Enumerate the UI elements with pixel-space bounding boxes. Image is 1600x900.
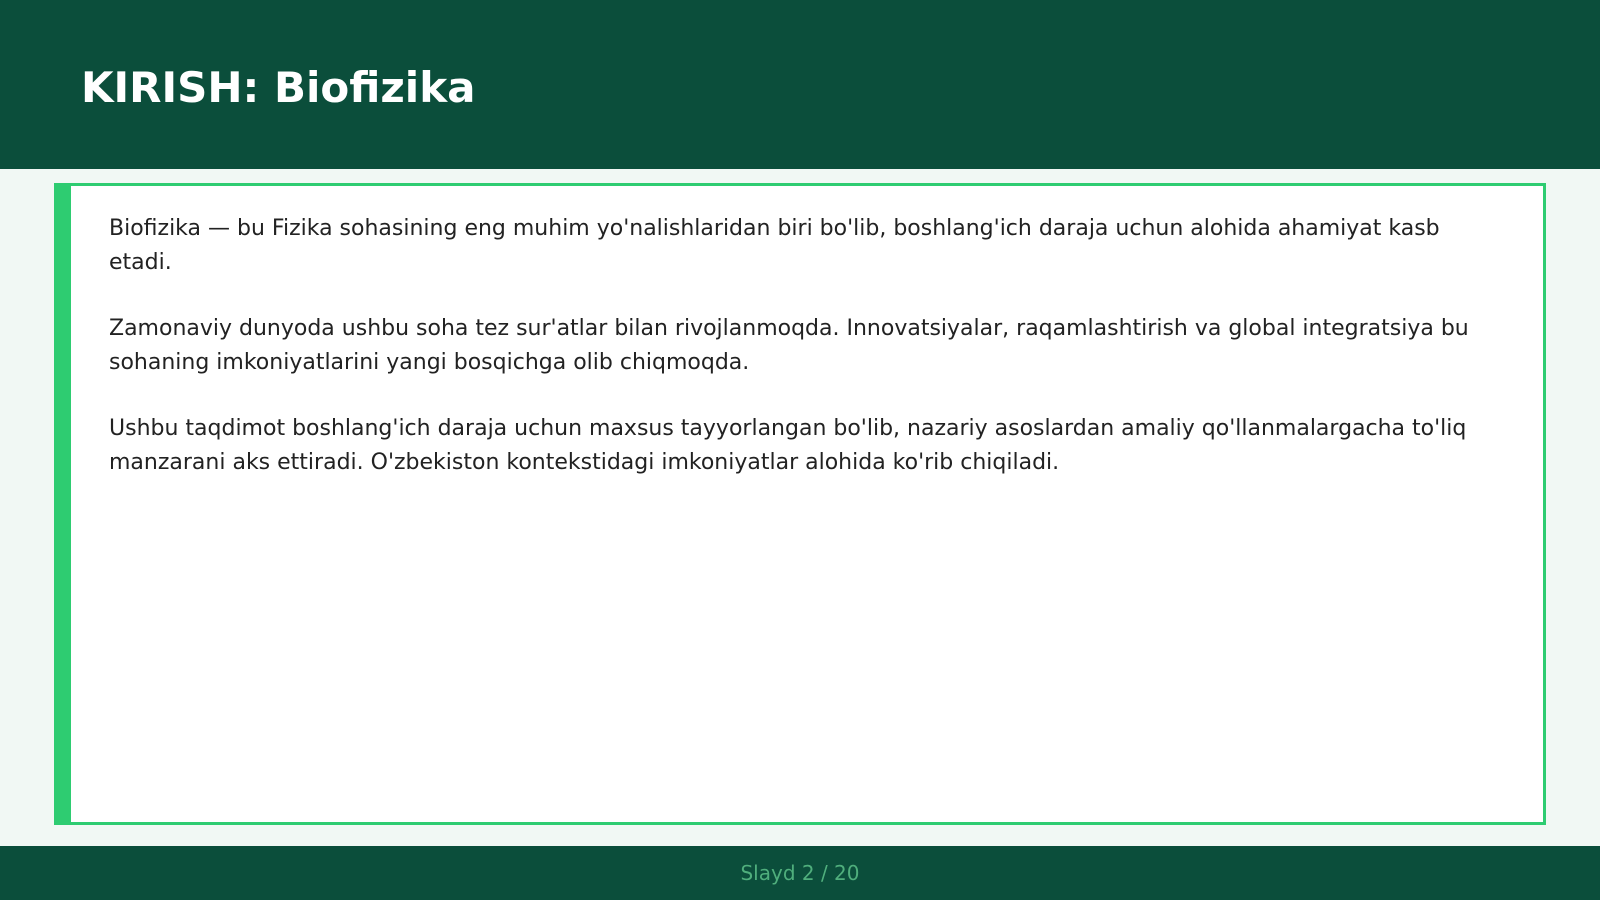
slide-footer <box>0 846 1600 900</box>
content-card <box>54 183 1546 825</box>
slide-header <box>0 0 1600 169</box>
content-body <box>109 212 1499 512</box>
paragraph-1: Biofizika — bu Fizika sohasining eng muhim yo'nalishlaridan biri bo'lib, boshlang'ich daraja uchun alohida ahamiyat kasb etadi. <box>109 216 1440 275</box>
slide-title: KIRISH: Biofizika <box>81 63 476 112</box>
slide-counter: Slayd 2 / 20 <box>740 861 860 885</box>
paragraph-3: Ushbu taqdimot boshlang'ich daraja uchun maxsus tayyorlangan bo'lib, nazariy asoslardan amaliy qo'llanmalargacha to'liq manzarani aks ettiradi. O'zbekiston kontekstidagi imkoniyatlar alohida ko'rib chiqiladi. <box>109 416 1467 475</box>
paragraph-2: Zamonaviy dunyoda ushbu soha tez sur'atlar bilan rivojlanmoqda. Innovatsiyalar, raqamlashtirish va global integratsiya bu sohaning imkoniyatlarini yangi bosqichga olib chiqmoqda. <box>109 316 1469 375</box>
